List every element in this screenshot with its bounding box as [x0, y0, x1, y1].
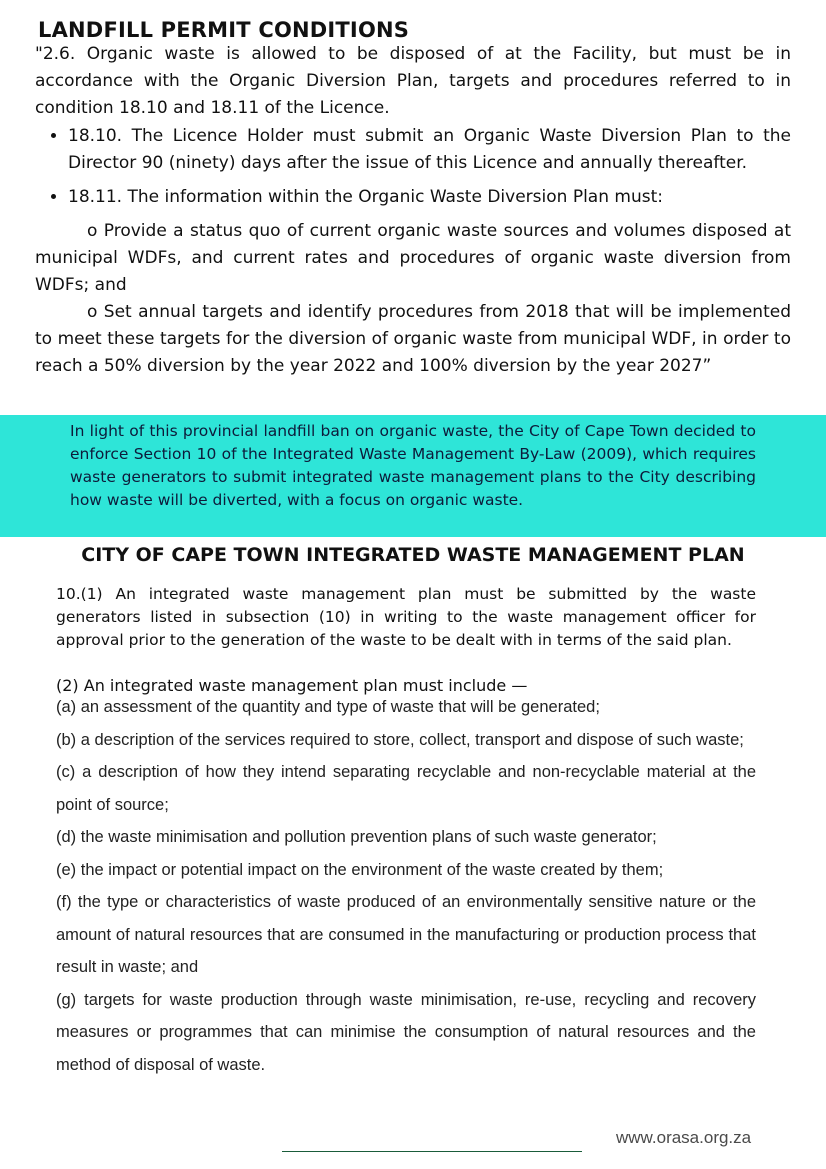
footer-url[interactable]: www.orasa.org.za [616, 1128, 752, 1147]
section-title: CITY OF CAPE TOWN INTEGRATED WASTE MANAGEMENT PLAN [81, 544, 745, 566]
sub-item-annual-targets: o Set annual targets and identify procedures from 2018 that will be implemented to meet these targets for the diversion of organic waste from municipal WDF, in order to reach a 50% diversion by the year 2022 and 100% diversion by the year 2027” [35, 302, 791, 376]
sub-item-status-quo: o Provide a status quo of current organic waste sources and volumes disposed at municipal WDFs, and current rates and procedures of organic waste diversion from WDFs; and [35, 221, 791, 295]
bylaw-item-a: (a) an assessment of the quantity and type of waste that will be generated; [56, 698, 600, 716]
highlight-text: In light of this provincial landfill ban on organic waste, the City of Cape Town decided to enforce Section 10 of the Integrated Waste Management By-Law (2009), which requires waste generators to submit integrated waste management plans to the City describing how waste will be diverted, with a focus on organic waste. [70, 422, 756, 509]
bylaw-item-b: (b) a description of the services required to store, collect, transport and dispose of such waste; [56, 730, 744, 749]
permit-intro: "2.6. Organic waste is allowed to be disposed of at the Facility, but must be in accordance with the Organic Diversion Plan, targets and procedures referred to in condition 18.10 and 18.11 of the Licence. [35, 44, 791, 118]
bullet-18-10: • 18.10. The Licence Holder must submit an Organic Waste Diversion Plan to the Director 90 (ninety) days after the issue of this Licence and annually thereafter. [68, 123, 791, 177]
bylaw-item-f: (f) the type or characteristics of waste produced of an environmentally sensitive nature or the amount of natural resources that are consumed in the manufacturing or production process that result in waste; and [56, 893, 756, 976]
bylaw-item-c: (c) a description of how they intend separating recyclable and non-recyclable material at the point of source; [56, 763, 756, 814]
permit-conditions [35, 41, 791, 380]
bylaw-items-list [56, 691, 756, 1081]
bullet-18-11: • 18.11. The information within the Organic Waste Diversion Plan must: [68, 184, 791, 211]
highlight-callout [0, 415, 826, 537]
bylaw-item-d: (d) the waste minimisation and pollution prevention plans of such waste generator; [56, 828, 657, 846]
bylaw-item-g: (g) targets for waste production through waste minimisation, re-use, recycling and recovery measures or programmes that can minimise the consumption of natural resources and the method of disposal of waste. [56, 990, 756, 1074]
bylaw-item-e: (e) the impact or potential impact on the environment of the waste created by them; [56, 860, 664, 879]
permit-bullet-list [35, 123, 791, 211]
page-title: LANDFILL PERMIT CONDITIONS [38, 18, 410, 42]
footer-divider [282, 1151, 582, 1152]
bylaw-clause-2: (2) An integrated waste management plan must include — [56, 676, 528, 695]
bylaw-section [56, 583, 756, 1081]
bylaw-clause-1: 10.(1) An integrated waste management plan must be submitted by the waste generators listed in subsection (10) in writing to the waste management officer for approval prior to the generation of the waste to be dealt with in terms of the said plan. [56, 585, 756, 649]
